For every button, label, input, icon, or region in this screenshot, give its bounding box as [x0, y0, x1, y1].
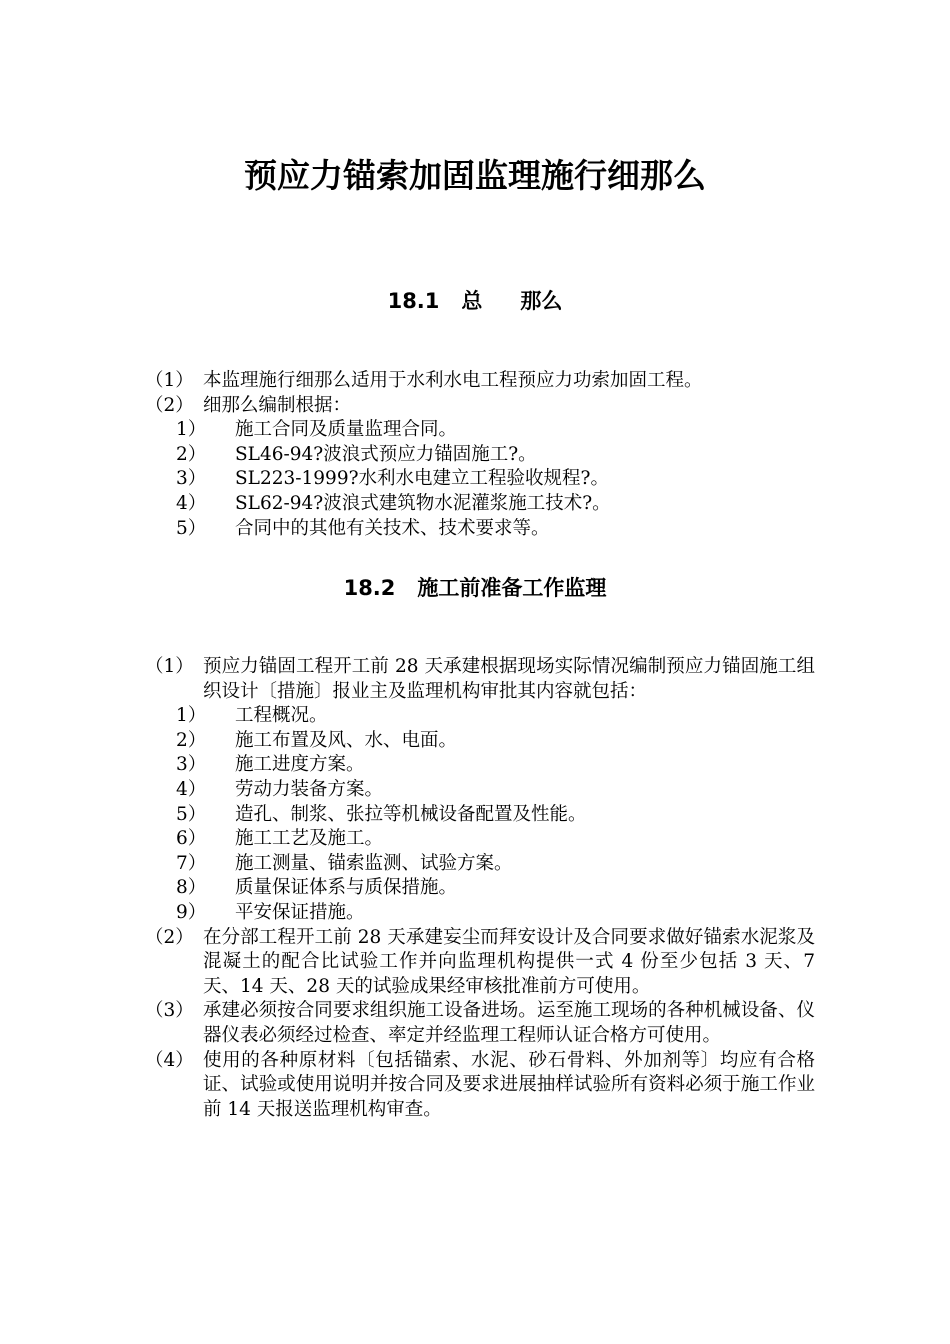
section-2-number: 18.2: [343, 576, 396, 600]
sub-list-item: [145, 443, 815, 468]
sub-item-text: 施工进度方案。: [235, 754, 365, 776]
sub-item-text: SL223-1999?水利水电建立工程验收规程?。: [235, 468, 609, 490]
item-label: （3）: [145, 1000, 194, 1022]
section-2-heading: [0, 573, 950, 603]
item-label: （4）: [145, 1049, 194, 1071]
item-text: 在分部工程开工前 28 天承建妄尘而拜安设计及合同要求做好锚索水泥浆及混凝土的配合比试验工作并向监理机构提供一式 4 份至少包括 3 天、7 天、14 天、28 天的试验成果经审核批准前方可使用。: [203, 926, 815, 997]
sub-item-text: 质量保证体系与质保措施。: [235, 877, 458, 899]
sub-item-label: 8）: [176, 877, 207, 899]
sub-list-item: [145, 704, 815, 729]
sub-list-item: [145, 852, 815, 877]
section-2-title: 施工前准备工作监理: [417, 576, 607, 600]
sub-list-item: [145, 803, 815, 828]
sub-item-label: 1）: [176, 419, 207, 441]
sub-item-label: 2）: [176, 443, 207, 465]
item-text: 本监理施行细那么适用于水利水电工程预应力功索加固工程。: [203, 370, 703, 391]
sub-item-label: 1）: [176, 705, 207, 727]
sub-item-text: 施工布置及风、水、电面。: [235, 729, 458, 751]
sub-item-label: 5）: [176, 517, 207, 539]
sub-item-text: 施工测量、锚索监测、试验方案。: [235, 852, 513, 874]
sub-item-label: 3）: [176, 468, 207, 490]
sub-item-label: 7）: [176, 852, 207, 874]
sub-item-label: 9）: [176, 901, 207, 923]
sub-list-item: [145, 729, 815, 754]
list-item: [145, 394, 815, 419]
item-label: （1）: [145, 370, 194, 391]
list-item: [145, 1049, 815, 1123]
item-text: 细那么编制根据：: [203, 394, 352, 416]
sub-item-label: 6）: [176, 828, 207, 850]
sub-item-text: SL62-94?波浪式建筑物水泥灌浆施工技术?。: [235, 492, 611, 514]
sub-list-item: [145, 753, 815, 778]
sub-item-text: 劳动力装备方案。: [235, 778, 384, 800]
list-item: [145, 655, 815, 704]
sub-list-item: [145, 517, 815, 542]
sub-list-item: [145, 467, 815, 492]
sub-list-item: [145, 901, 815, 926]
sub-list-item: [145, 876, 815, 901]
item-label: （2）: [145, 926, 194, 948]
sub-list-item: [145, 827, 815, 852]
list-item: [145, 926, 815, 1000]
sub-item-label: 3）: [176, 754, 207, 776]
sub-list-item: [145, 492, 815, 517]
section-1-body: [145, 369, 815, 541]
item-text: 承建必须按合同要求组织施工设备进场。运至施工现场的各种机械设备、仪器仪表必须经过检查、率定并经监理工程师认证合格方可使用。: [203, 1000, 815, 1046]
item-label: （1）: [145, 656, 194, 677]
sub-item-text: 施工合同及质量监理合同。: [235, 419, 458, 441]
sub-item-text: 造孔、制浆、张拉等机械设备配置及性能。: [235, 803, 587, 825]
section-1-title-b: 那么: [520, 289, 563, 313]
sub-item-text: 工程概况。: [235, 705, 328, 727]
sub-list-item: [145, 778, 815, 803]
list-item: [145, 999, 815, 1048]
sub-item-label: 4）: [176, 492, 207, 514]
item-text: 预应力锚固工程开工前 28 天承建根据现场实际情况编制预应力锚固施工组织设计〔措施〕报业主及监理机构审批其内容就包括：: [203, 656, 815, 702]
sub-item-text: 平安保证措施。: [235, 901, 365, 923]
list-item: [145, 369, 815, 394]
item-text: 使用的各种原材料〔包括锚索、水泥、砂石骨料、外加剂等〕均应有合格证、试验或使用说明并按合同及要求进展抽样试验所有资料必须于施工作业前 14 天报送监理机构审查。: [203, 1049, 815, 1120]
section-1-heading: [0, 286, 950, 316]
item-label: （2）: [145, 394, 194, 416]
sub-item-text: 合同中的其他有关技术、技术要求等。: [235, 517, 550, 539]
sub-item-label: 2）: [176, 729, 207, 751]
sub-item-label: 4）: [176, 778, 207, 800]
section-1-title-a: 总: [461, 289, 483, 313]
section-1-number: 18.1: [387, 289, 440, 313]
sub-item-label: 5）: [176, 803, 207, 825]
section-2-body: [145, 655, 815, 1122]
document-title: 预应力锚索加固监理施行细那么: [244, 156, 706, 195]
sub-list-item: [145, 418, 815, 443]
sub-item-text: SL46-94?波浪式预应力锚固施工?。: [235, 443, 537, 465]
sub-item-text: 施工工艺及施工。: [235, 828, 384, 850]
